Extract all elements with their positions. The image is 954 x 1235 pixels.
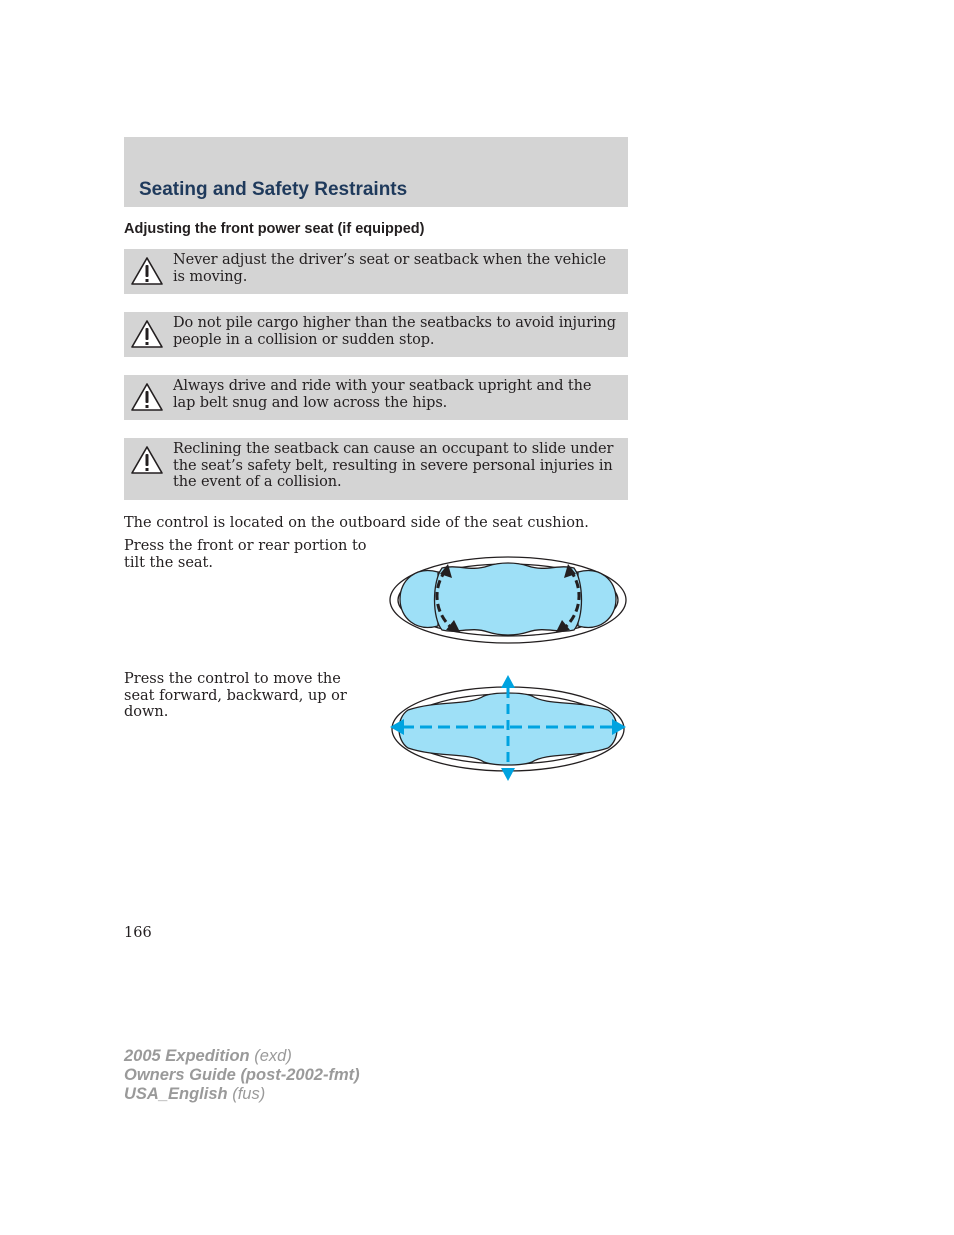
- section-subheading: Adjusting the front power seat (if equipped): [124, 221, 425, 237]
- warning-triangle-icon: [130, 382, 164, 412]
- arrow-down: [501, 768, 515, 781]
- page-number: 166: [124, 925, 152, 941]
- seat-tilt-control-illustration: [388, 554, 628, 650]
- warning-text: Never adjust the driver’s seat or seatback when the vehicle is moving.: [173, 252, 606, 285]
- document-footer: [124, 1047, 360, 1104]
- control-location-text: The control is located on the outboard side of the seat cushion.: [124, 515, 589, 531]
- warning-triangle-icon: [130, 445, 164, 475]
- warning-triangle-icon: [130, 319, 164, 349]
- warning-text: Reclining the seatback can cause an occupant to slide under the seat’s safety belt, resulting in severe personal injuries in the event of a collision.: [173, 441, 614, 490]
- page-title: Seating and Safety Restraints: [139, 179, 408, 200]
- warning-box: [124, 249, 628, 294]
- warning-box: [124, 312, 628, 357]
- warning-triangle-icon: [130, 256, 164, 286]
- tilt-instruction-text: Press the front or rear portion to tilt the seat.: [124, 538, 367, 571]
- footer-line-3: USA_English (fus): [124, 1085, 266, 1103]
- footer-line-1: 2005 Expedition (exd): [124, 1047, 292, 1065]
- warning-text: Do not pile cargo higher than the seatbacks to avoid injuring people in a collision or sudden stop.: [173, 315, 616, 348]
- center-control-pad: [435, 563, 582, 635]
- seat-move-control-illustration: [388, 674, 628, 788]
- arrow-up: [501, 675, 515, 688]
- move-instruction-text: Press the control to move the seat forward, backward, up or down.: [124, 671, 347, 720]
- section-header-band: [124, 137, 628, 207]
- warning-text: Always drive and ride with your seatback upright and the lap belt snug and low across the hips.: [173, 378, 592, 411]
- warning-box: [124, 375, 628, 420]
- warning-box: [124, 438, 628, 500]
- footer-line-2: Owners Guide (post-2002-fmt): [124, 1066, 360, 1084]
